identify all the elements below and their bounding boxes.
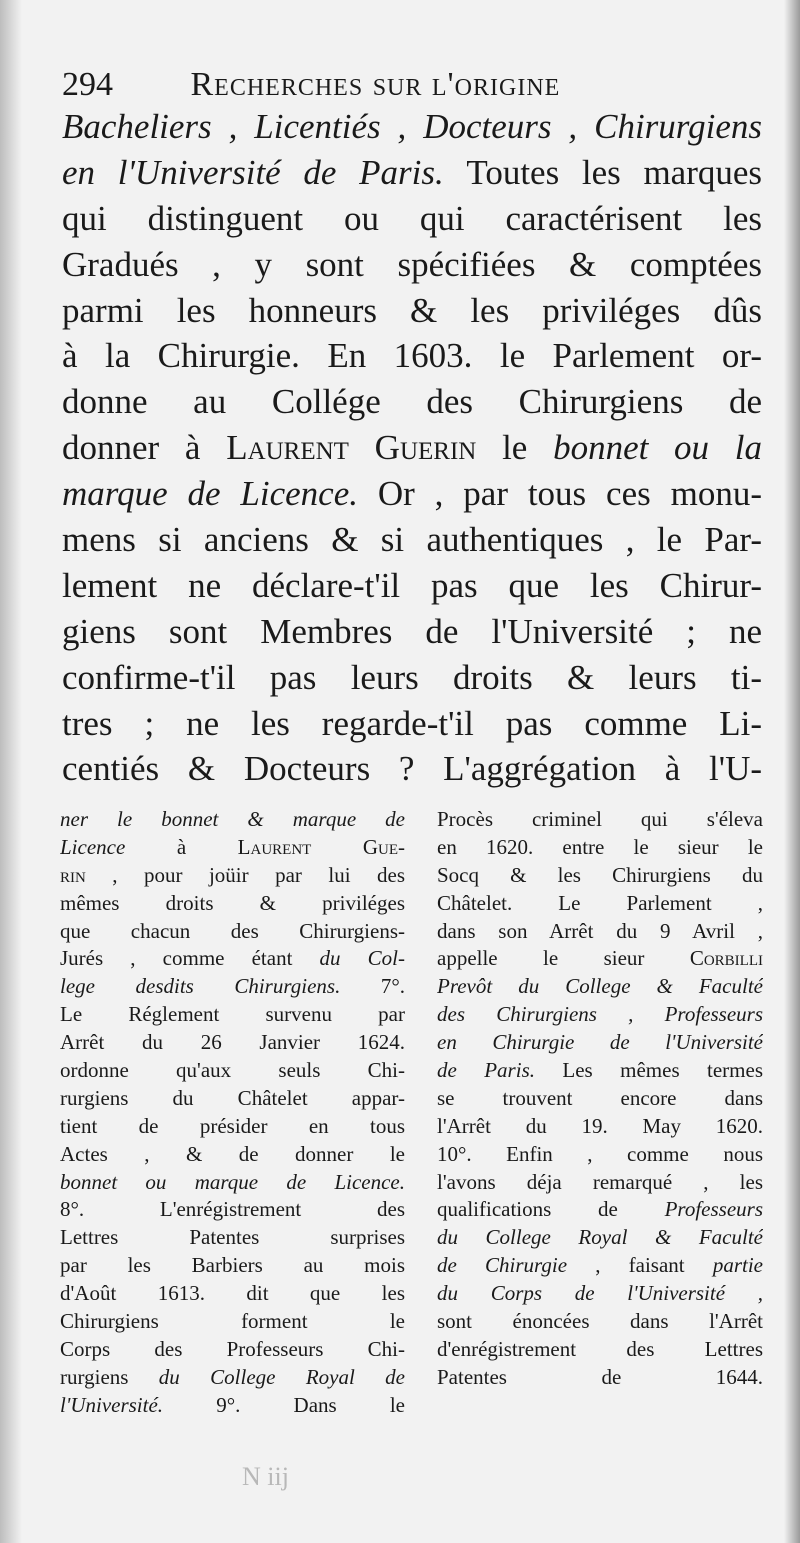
text-run: ordonne qu'aux seuls Chi- bbox=[60, 1058, 405, 1083]
main-text-line bbox=[62, 563, 762, 609]
text-run: tres ; ne les regarde-t'il pas comme Li- bbox=[62, 703, 762, 743]
text-run: d'enrégistrement des Lettres bbox=[437, 1336, 763, 1361]
footnote-column-right bbox=[437, 806, 763, 1392]
footnote-line bbox=[437, 890, 763, 918]
text-run: mens si anciens & si authentiques , le Par- bbox=[62, 520, 762, 560]
footnote-line bbox=[437, 1364, 763, 1392]
footnote-line bbox=[60, 1224, 405, 1252]
footnote-line bbox=[60, 1336, 405, 1364]
text-run: l'avons déja remarqué , les bbox=[437, 1169, 763, 1194]
main-text-line bbox=[62, 425, 762, 471]
footnote-line bbox=[60, 918, 405, 946]
text-run: Licence bbox=[60, 834, 177, 859]
text-run: le bbox=[476, 428, 554, 468]
text-run: Jurés , comme étant bbox=[60, 946, 320, 971]
text-run: sont énoncées dans l'Arrêt bbox=[437, 1309, 763, 1334]
text-run: Lettres Patentes surprises bbox=[60, 1225, 405, 1250]
main-text-block bbox=[62, 104, 762, 792]
signature-mark: N iij bbox=[242, 1462, 289, 1491]
text-run: Patentes de 1644. bbox=[437, 1364, 763, 1389]
footnote-line bbox=[437, 1085, 763, 1113]
text-run: Châtelet. Le Parlement , bbox=[437, 890, 763, 915]
page-number: 294 bbox=[62, 66, 113, 103]
text-run: marque de Licence. bbox=[62, 474, 378, 514]
text-run: Prevôt du College & Faculté bbox=[437, 974, 763, 999]
text-run: Chirurgiens forment le bbox=[60, 1309, 405, 1334]
text-run: rurgiens du Châtelet appar- bbox=[60, 1085, 405, 1110]
text-run: Laurent Gue- bbox=[237, 834, 405, 859]
text-run: Le Réglement survenu par bbox=[60, 1002, 405, 1027]
footnote-line bbox=[60, 1001, 405, 1029]
text-run: Procès criminel qui s'éleva bbox=[437, 807, 763, 831]
footnote-line bbox=[437, 1057, 763, 1085]
text-run: appelle le sieur bbox=[437, 946, 690, 971]
text-run: à bbox=[176, 834, 238, 859]
text-run: Professeurs bbox=[664, 1197, 763, 1222]
text-run: des Chirurgiens , Professeurs bbox=[437, 1002, 763, 1027]
footnote-line bbox=[437, 1141, 763, 1169]
text-run: centiés & Docteurs ? L'aggrégation à l'U- bbox=[62, 749, 762, 789]
text-run: Laurent Guerin bbox=[226, 428, 477, 468]
text-run: , pour joüir par lui des bbox=[85, 862, 405, 887]
text-run: du College Royal & Faculté bbox=[437, 1225, 763, 1250]
main-text-line bbox=[62, 379, 762, 425]
text-run: l'Arrêt du 19. May 1620. bbox=[437, 1113, 763, 1138]
text-run: par les Barbiers au mois bbox=[60, 1253, 405, 1278]
footnote-column-left bbox=[60, 806, 405, 1420]
footnote-line bbox=[437, 1336, 763, 1364]
text-run: à la Chirurgie. En 1603. le Parlement or- bbox=[62, 336, 762, 376]
footnote-line bbox=[437, 1029, 763, 1057]
footnote-line bbox=[60, 1169, 405, 1197]
footnote-line bbox=[60, 1280, 405, 1308]
text-run: l'Université. bbox=[60, 1392, 217, 1417]
text-run: rin bbox=[60, 862, 86, 887]
footnote-line bbox=[437, 1252, 763, 1280]
footnote-line bbox=[437, 1113, 763, 1141]
text-run: Toutes les marques bbox=[466, 152, 762, 192]
text-run: , faisant bbox=[595, 1253, 713, 1278]
main-text-line bbox=[62, 655, 762, 701]
text-run: bonnet ou marque de Licence. bbox=[60, 1169, 405, 1194]
text-run: 10°. Enfin , comme nous bbox=[437, 1141, 763, 1166]
text-run: lege desdits Chirurgiens. bbox=[60, 974, 381, 999]
text-run: du Corps de l'Université , bbox=[437, 1281, 763, 1306]
footnote-line bbox=[60, 834, 405, 862]
main-text-line bbox=[62, 471, 762, 517]
text-run: dans son Arrêt du 9 Avril , bbox=[437, 918, 763, 943]
footnote-line bbox=[437, 1224, 763, 1252]
page-header bbox=[62, 62, 762, 108]
footnote-line bbox=[437, 918, 763, 946]
footnote-line bbox=[60, 973, 405, 1001]
footnote-line bbox=[60, 862, 405, 890]
text-run: donner à bbox=[62, 428, 227, 468]
main-text-line bbox=[62, 746, 762, 792]
main-text-line bbox=[62, 517, 762, 563]
main-text-line bbox=[62, 701, 762, 747]
footnote-line bbox=[437, 1196, 763, 1224]
footnote-line bbox=[437, 1308, 763, 1336]
text-run: ner le bonnet & marque de bbox=[60, 807, 405, 831]
text-run: lement ne déclare-t'il pas que les Chirur- bbox=[62, 565, 762, 605]
main-text-line bbox=[62, 104, 762, 150]
footnote-line bbox=[60, 1141, 405, 1169]
text-run: 7°. bbox=[380, 974, 405, 999]
scan-shadow-left bbox=[0, 0, 22, 1543]
text-run: partie bbox=[712, 1253, 763, 1278]
text-run: d'Août 1613. dit que les bbox=[60, 1281, 405, 1306]
footnote-line bbox=[60, 1392, 405, 1420]
text-run: Bacheliers , Licentiés , Docteurs , Chirurgiens bbox=[62, 107, 762, 146]
footnote-line bbox=[60, 1364, 405, 1392]
footnote-line bbox=[60, 1029, 405, 1057]
text-run: Gradués , y sont spécifiées & comptées bbox=[62, 244, 762, 284]
main-text-line bbox=[62, 150, 762, 196]
text-run: en l'Université de Paris. bbox=[62, 152, 467, 192]
footnote-line bbox=[60, 1057, 405, 1085]
footnote-line bbox=[60, 1085, 405, 1113]
text-run: Arrêt du 26 Janvier 1624. bbox=[60, 1030, 405, 1055]
text-run: en 1620. entre le sieur le bbox=[437, 834, 763, 859]
main-text-line bbox=[62, 333, 762, 379]
text-run: rurgiens bbox=[60, 1364, 159, 1389]
text-run: Corps des Professeurs Chi- bbox=[60, 1336, 405, 1361]
text-run: en Chirurgie de l'Université bbox=[437, 1030, 763, 1055]
footnote-line bbox=[437, 862, 763, 890]
text-run: qui distinguent ou qui caractérisent les bbox=[62, 198, 762, 238]
text-run: de Paris. bbox=[437, 1058, 563, 1083]
text-run: Les mêmes termes bbox=[562, 1058, 763, 1083]
footnote-line bbox=[437, 834, 763, 862]
text-run: 9°. Dans le bbox=[216, 1392, 405, 1417]
footnote-line bbox=[437, 806, 763, 834]
footnote-line bbox=[60, 1308, 405, 1336]
main-text-line bbox=[62, 242, 762, 288]
main-text-line bbox=[62, 196, 762, 242]
footnote-line bbox=[437, 1169, 763, 1197]
text-run: que chacun des Chirurgiens- bbox=[60, 918, 405, 943]
footnote-line bbox=[60, 890, 405, 918]
text-run: Socq & les Chirurgiens du bbox=[437, 862, 763, 887]
text-run: tient de présider en tous bbox=[60, 1113, 405, 1138]
footnote-line bbox=[437, 1280, 763, 1308]
footnote-line bbox=[60, 1252, 405, 1280]
text-run: Or , par tous ces monu- bbox=[377, 474, 762, 514]
footnote-line bbox=[437, 1001, 763, 1029]
text-run: qualifications de bbox=[437, 1197, 665, 1222]
text-run: de Chirurgie bbox=[437, 1253, 596, 1278]
text-run: Corbilli bbox=[689, 946, 763, 971]
scan-shadow-right bbox=[784, 0, 800, 1543]
footnote-line bbox=[60, 1113, 405, 1141]
text-run: giens sont Membres de l'Université ; ne bbox=[62, 611, 762, 651]
footnote-line bbox=[437, 945, 763, 973]
footnote-line bbox=[60, 1196, 405, 1224]
text-run: du Col- bbox=[319, 946, 405, 971]
main-text-line bbox=[62, 609, 762, 655]
text-run: se trouvent encore dans bbox=[437, 1085, 763, 1110]
text-run: parmi les honneurs & les priviléges dûs bbox=[62, 290, 762, 330]
text-run: confirme-t'il pas leurs droits & leurs ti- bbox=[62, 657, 762, 697]
text-run: mêmes droits & priviléges bbox=[60, 890, 405, 915]
running-title: Recherches sur l'origine bbox=[190, 66, 561, 103]
footnote-line bbox=[60, 945, 405, 973]
text-run: 8°. L'enrégistrement des bbox=[60, 1197, 405, 1222]
text-run: du College Royal de bbox=[158, 1364, 405, 1389]
footnote-line bbox=[60, 806, 405, 834]
text-run: donne au Collége des Chirurgiens de bbox=[62, 382, 762, 422]
text-run: Actes , & de donner le bbox=[60, 1141, 405, 1166]
main-text-line bbox=[62, 288, 762, 334]
text-run: bonnet ou la bbox=[553, 428, 762, 468]
footnote-line bbox=[437, 973, 763, 1001]
